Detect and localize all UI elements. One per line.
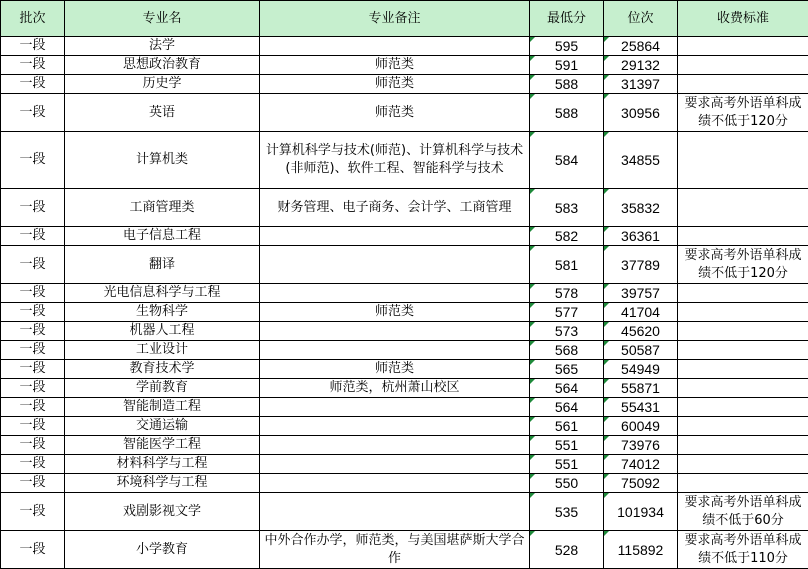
cell-major: 材料科学与工程 — [65, 455, 260, 474]
cell-batch: 一段 — [1, 398, 65, 417]
table-row — [1, 189, 808, 227]
cell-min-score: 578 — [530, 284, 604, 303]
cell-min-score: 581 — [530, 246, 604, 284]
table-row — [1, 227, 808, 246]
cell-major: 环境科学与工程 — [65, 474, 260, 493]
cell-min-score: 584 — [530, 132, 604, 189]
table-row — [1, 284, 808, 303]
cell-fee — [678, 75, 808, 94]
cell-major: 思想政治教育 — [65, 56, 260, 75]
cell-rank: 34855 — [604, 132, 678, 189]
cell-major: 工业设计 — [65, 341, 260, 360]
cell-major: 电子信息工程 — [65, 227, 260, 246]
table-row — [1, 493, 808, 531]
table-row — [1, 474, 808, 493]
cell-major: 交通运输 — [65, 417, 260, 436]
cell-major: 戏剧影视文学 — [65, 493, 260, 531]
cell-rank: 50587 — [604, 341, 678, 360]
cell-min-score: 551 — [530, 436, 604, 455]
cell-note — [260, 322, 530, 341]
cell-rank: 115892 — [604, 531, 678, 569]
cell-rank: 73976 — [604, 436, 678, 455]
cell-rank: 75092 — [604, 474, 678, 493]
cell-fee — [678, 417, 808, 436]
cell-rank: 35832 — [604, 189, 678, 227]
cell-rank: 36361 — [604, 227, 678, 246]
cell-min-score: 573 — [530, 322, 604, 341]
cell-min-score: 551 — [530, 455, 604, 474]
cell-min-score: 591 — [530, 56, 604, 75]
cell-batch: 一段 — [1, 303, 65, 322]
cell-major: 法学 — [65, 37, 260, 56]
cell-note: 中外合作办学，师范类，与美国堪萨斯大学合作 — [260, 531, 530, 569]
table-body — [1, 37, 808, 569]
table-row — [1, 417, 808, 436]
cell-major: 生物科学 — [65, 303, 260, 322]
cell-batch: 一段 — [1, 417, 65, 436]
table-row — [1, 398, 808, 417]
table-row — [1, 246, 808, 284]
cell-note — [260, 284, 530, 303]
cell-fee — [678, 227, 808, 246]
cell-major: 智能医学工程 — [65, 436, 260, 455]
cell-rank: 60049 — [604, 417, 678, 436]
cell-note: 计算机科学与技术(师范)、计算机科学与技术(非师范)、软件工程、智能科学与技术 — [260, 132, 530, 189]
cell-rank: 30956 — [604, 94, 678, 132]
cell-rank: 45620 — [604, 322, 678, 341]
cell-batch: 一段 — [1, 436, 65, 455]
cell-batch: 一段 — [1, 531, 65, 569]
cell-batch: 一段 — [1, 379, 65, 398]
table-row — [1, 303, 808, 322]
cell-batch: 一段 — [1, 227, 65, 246]
cell-note — [260, 227, 530, 246]
cell-note: 财务管理、电子商务、会计学、工商管理 — [260, 189, 530, 227]
cell-note — [260, 37, 530, 56]
cell-rank: 74012 — [604, 455, 678, 474]
cell-batch: 一段 — [1, 322, 65, 341]
cell-note — [260, 246, 530, 284]
table-row — [1, 341, 808, 360]
table-row — [1, 436, 808, 455]
cell-fee — [678, 436, 808, 455]
cell-fee — [678, 360, 808, 379]
cell-note: 师范类 — [260, 360, 530, 379]
cell-batch: 一段 — [1, 189, 65, 227]
cell-note — [260, 436, 530, 455]
cell-note: 师范类 — [260, 56, 530, 75]
table-row — [1, 37, 808, 56]
cell-min-score: 588 — [530, 75, 604, 94]
cell-major: 教育技术学 — [65, 360, 260, 379]
cell-min-score: 564 — [530, 398, 604, 417]
cell-note — [260, 398, 530, 417]
cell-fee — [678, 189, 808, 227]
cell-fee — [678, 379, 808, 398]
cell-min-score: 583 — [530, 189, 604, 227]
cell-min-score: 535 — [530, 493, 604, 531]
table-row — [1, 132, 808, 189]
cell-rank: 55431 — [604, 398, 678, 417]
cell-fee — [678, 398, 808, 417]
cell-fee — [678, 132, 808, 189]
cell-major: 小学教育 — [65, 531, 260, 569]
cell-major: 翻译 — [65, 246, 260, 284]
table-row — [1, 360, 808, 379]
cell-batch: 一段 — [1, 94, 65, 132]
table-row — [1, 379, 808, 398]
cell-fee — [678, 56, 808, 75]
cell-fee — [678, 322, 808, 341]
cell-fee — [678, 37, 808, 56]
cell-batch: 一段 — [1, 474, 65, 493]
cell-batch: 一段 — [1, 56, 65, 75]
cell-rank: 39757 — [604, 284, 678, 303]
cell-major: 历史学 — [65, 75, 260, 94]
cell-note: 师范类 — [260, 303, 530, 322]
cell-batch: 一段 — [1, 132, 65, 189]
cell-min-score: 588 — [530, 94, 604, 132]
cell-rank: 101934 — [604, 493, 678, 531]
cell-fee — [678, 303, 808, 322]
cell-batch: 一段 — [1, 360, 65, 379]
cell-min-score: 595 — [530, 37, 604, 56]
cell-rank: 41704 — [604, 303, 678, 322]
cell-min-score: 564 — [530, 379, 604, 398]
header-note: 专业备注 — [260, 1, 530, 37]
cell-rank: 29132 — [604, 56, 678, 75]
cell-batch: 一段 — [1, 75, 65, 94]
cell-fee — [678, 284, 808, 303]
cell-note: 师范类 — [260, 94, 530, 132]
cell-min-score: 565 — [530, 360, 604, 379]
header-min-score: 最低分 — [530, 1, 604, 37]
cell-fee: 要求高考外语单科成绩不低于120分 — [678, 246, 808, 284]
header-rank: 位次 — [604, 1, 678, 37]
cell-note — [260, 474, 530, 493]
cell-fee — [678, 341, 808, 360]
cell-fee: 要求高考外语单科成绩不低于110分 — [678, 531, 808, 569]
cell-batch: 一段 — [1, 493, 65, 531]
header-row — [1, 1, 808, 37]
cell-min-score: 568 — [530, 341, 604, 360]
cell-note: 师范类 — [260, 75, 530, 94]
cell-major: 英语 — [65, 94, 260, 132]
table-row — [1, 531, 808, 569]
table-row — [1, 455, 808, 474]
cell-batch: 一段 — [1, 341, 65, 360]
cell-min-score: 528 — [530, 531, 604, 569]
cell-fee — [678, 474, 808, 493]
cell-min-score: 582 — [530, 227, 604, 246]
cell-fee — [678, 455, 808, 474]
cell-min-score: 550 — [530, 474, 604, 493]
cell-note — [260, 455, 530, 474]
cell-major: 工商管理类 — [65, 189, 260, 227]
cell-batch: 一段 — [1, 284, 65, 303]
cell-major: 学前教育 — [65, 379, 260, 398]
cell-min-score: 577 — [530, 303, 604, 322]
table-row — [1, 75, 808, 94]
cell-major: 智能制造工程 — [65, 398, 260, 417]
cell-fee: 要求高考外语单科成绩不低于120分 — [678, 94, 808, 132]
cell-fee: 要求高考外语单科成绩不低于60分 — [678, 493, 808, 531]
header-batch: 批次 — [1, 1, 65, 37]
table-row — [1, 322, 808, 341]
cell-rank: 54949 — [604, 360, 678, 379]
cell-batch: 一段 — [1, 37, 65, 56]
cell-note — [260, 493, 530, 531]
cell-min-score: 561 — [530, 417, 604, 436]
cell-major: 光电信息科学与工程 — [65, 284, 260, 303]
table-row — [1, 56, 808, 75]
cell-note: 师范类，杭州萧山校区 — [260, 379, 530, 398]
cell-note — [260, 417, 530, 436]
cell-batch: 一段 — [1, 246, 65, 284]
cell-batch: 一段 — [1, 455, 65, 474]
cell-rank: 55871 — [604, 379, 678, 398]
cell-major: 计算机类 — [65, 132, 260, 189]
cell-rank: 31397 — [604, 75, 678, 94]
cell-note — [260, 341, 530, 360]
table-row — [1, 94, 808, 132]
cell-rank: 37789 — [604, 246, 678, 284]
header-fee: 收费标准 — [678, 1, 808, 37]
cell-rank: 25864 — [604, 37, 678, 56]
cell-major: 机器人工程 — [65, 322, 260, 341]
header-major: 专业名 — [65, 1, 260, 37]
